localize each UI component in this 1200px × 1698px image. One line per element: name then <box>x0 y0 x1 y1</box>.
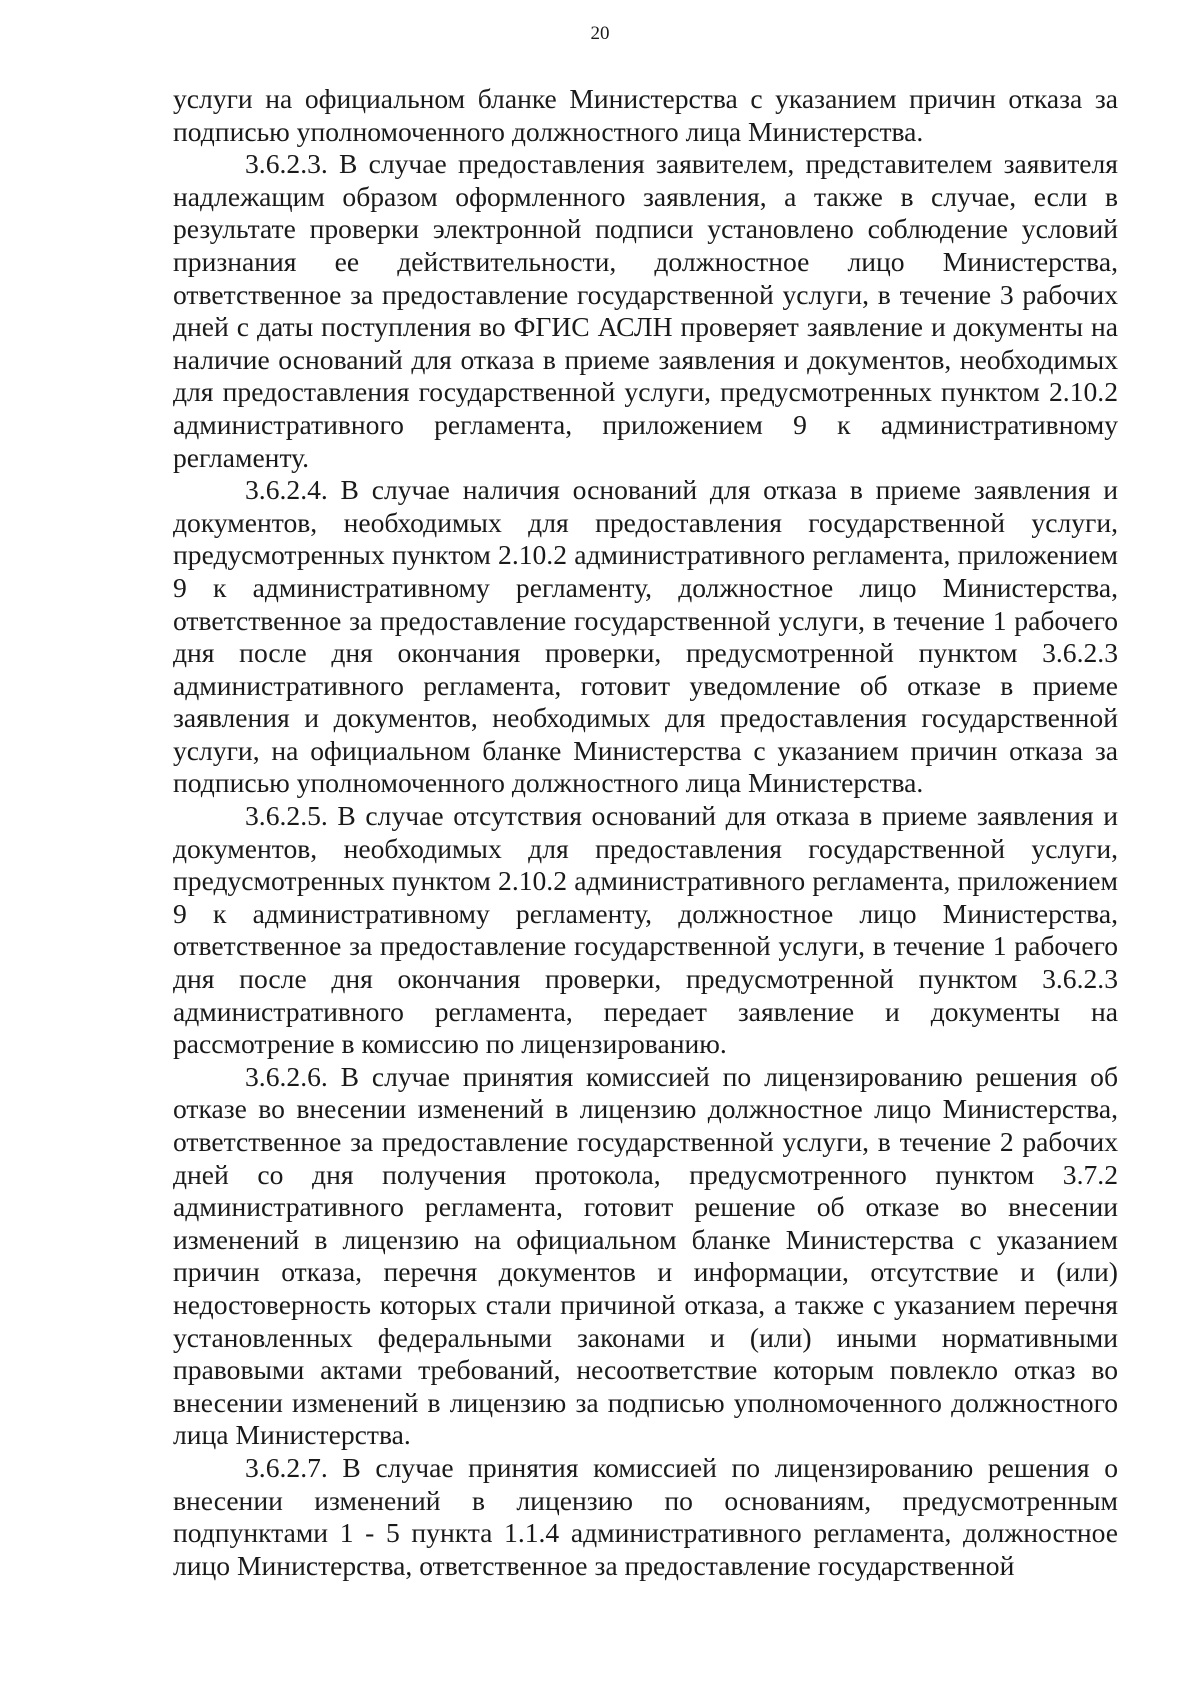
paragraph-3-6-2-3: 3.6.2.3. В случае предоставления заявителем, представителем заявителя надлежащим образом оформленного заявления, а также в случае, если в результате проверки электронной подписи установлено соблюдение условий признания ее действительности, должностное лицо Министерства, ответственное за предоставление государственной услуги, в течение 3 рабочих дней с даты поступления во ФГИС АСЛН проверяет заявление и документы на наличие оснований для отказа в приеме заявления и документов, необходимых для предоставления государственной услуги, предусмотренных пунктом 2.10.2 административного регламента, приложением 9 к административному регламенту. <box>173 148 1118 473</box>
document-body <box>173 83 1118 1582</box>
page-number: 20 <box>590 23 610 44</box>
paragraph-3-6-2-5: 3.6.2.5. В случае отсутствия оснований для отказа в приеме заявления и документов, необходимых для предоставления государственной услуги, предусмотренных пунктом 2.10.2 административного регламента, приложением 9 к административному регламенту, должностное лицо Министерства, ответственное за предоставление государственной услуги, в течение 1 рабочего дня после дня окончания проверки, предусмотренной пунктом 3.6.2.3 административного регламента, передает заявление и документы на рассмотрение в комиссию по лицензированию. <box>173 800 1118 1060</box>
paragraph-3-6-2-6: 3.6.2.6. В случае принятия комиссией по лицензированию решения об отказе во внесении изменений в лицензию должностное лицо Министерства, ответственное за предоставление государственной услуги, в течение 2 рабочих дней со дня получения протокола, предусмотренного пунктом 3.7.2 административного регламента, готовит решение об отказе во внесении изменений в лицензию на официальном бланке Министерства с указанием причин отказа, перечня документов и информации, отсутствие и (или) недостоверность которых стали причиной отказа, а также с указанием перечня установленных федеральными законами и (или) иными нормативными правовыми актами требований, несоответствие которым повлекло отказ во внесении изменений в лицензию за подписью уполномоченного должностного лица Министерства. <box>173 1060 1118 1451</box>
paragraph-3-6-2-4: 3.6.2.4. В случае наличия оснований для отказа в приеме заявления и документов, необходимых для предоставления государственной услуги, предусмотренных пунктом 2.10.2 административного регламента, приложением 9 к административному регламенту, должностное лицо Министерства, ответственное за предоставление государственной услуги, в течение 1 рабочего дня после дня окончания проверки, предусмотренной пунктом 3.6.2.3 административного регламента, готовит уведомление об отказе в приеме заявления и документов, необходимых для предоставления государственной услуги, на официальном бланке Министерства с указанием причин отказа за подписью уполномоченного должностного лица Министерства. <box>173 474 1118 799</box>
paragraph-3-6-2-7: 3.6.2.7. В случае принятия комиссией по лицензированию решения о внесении изменений в лицензию по основаниям, предусмотренным подпунктами 1 - 5 пункта 1.1.4 административного регламента, должностное лицо Министерства, ответственное за предоставление государственной <box>173 1451 1118 1581</box>
paragraph-continuation: услуги на официальном бланке Министерства с указанием причин отказа за подписью уполномоченного должностного лица Министерства. <box>173 83 1118 147</box>
